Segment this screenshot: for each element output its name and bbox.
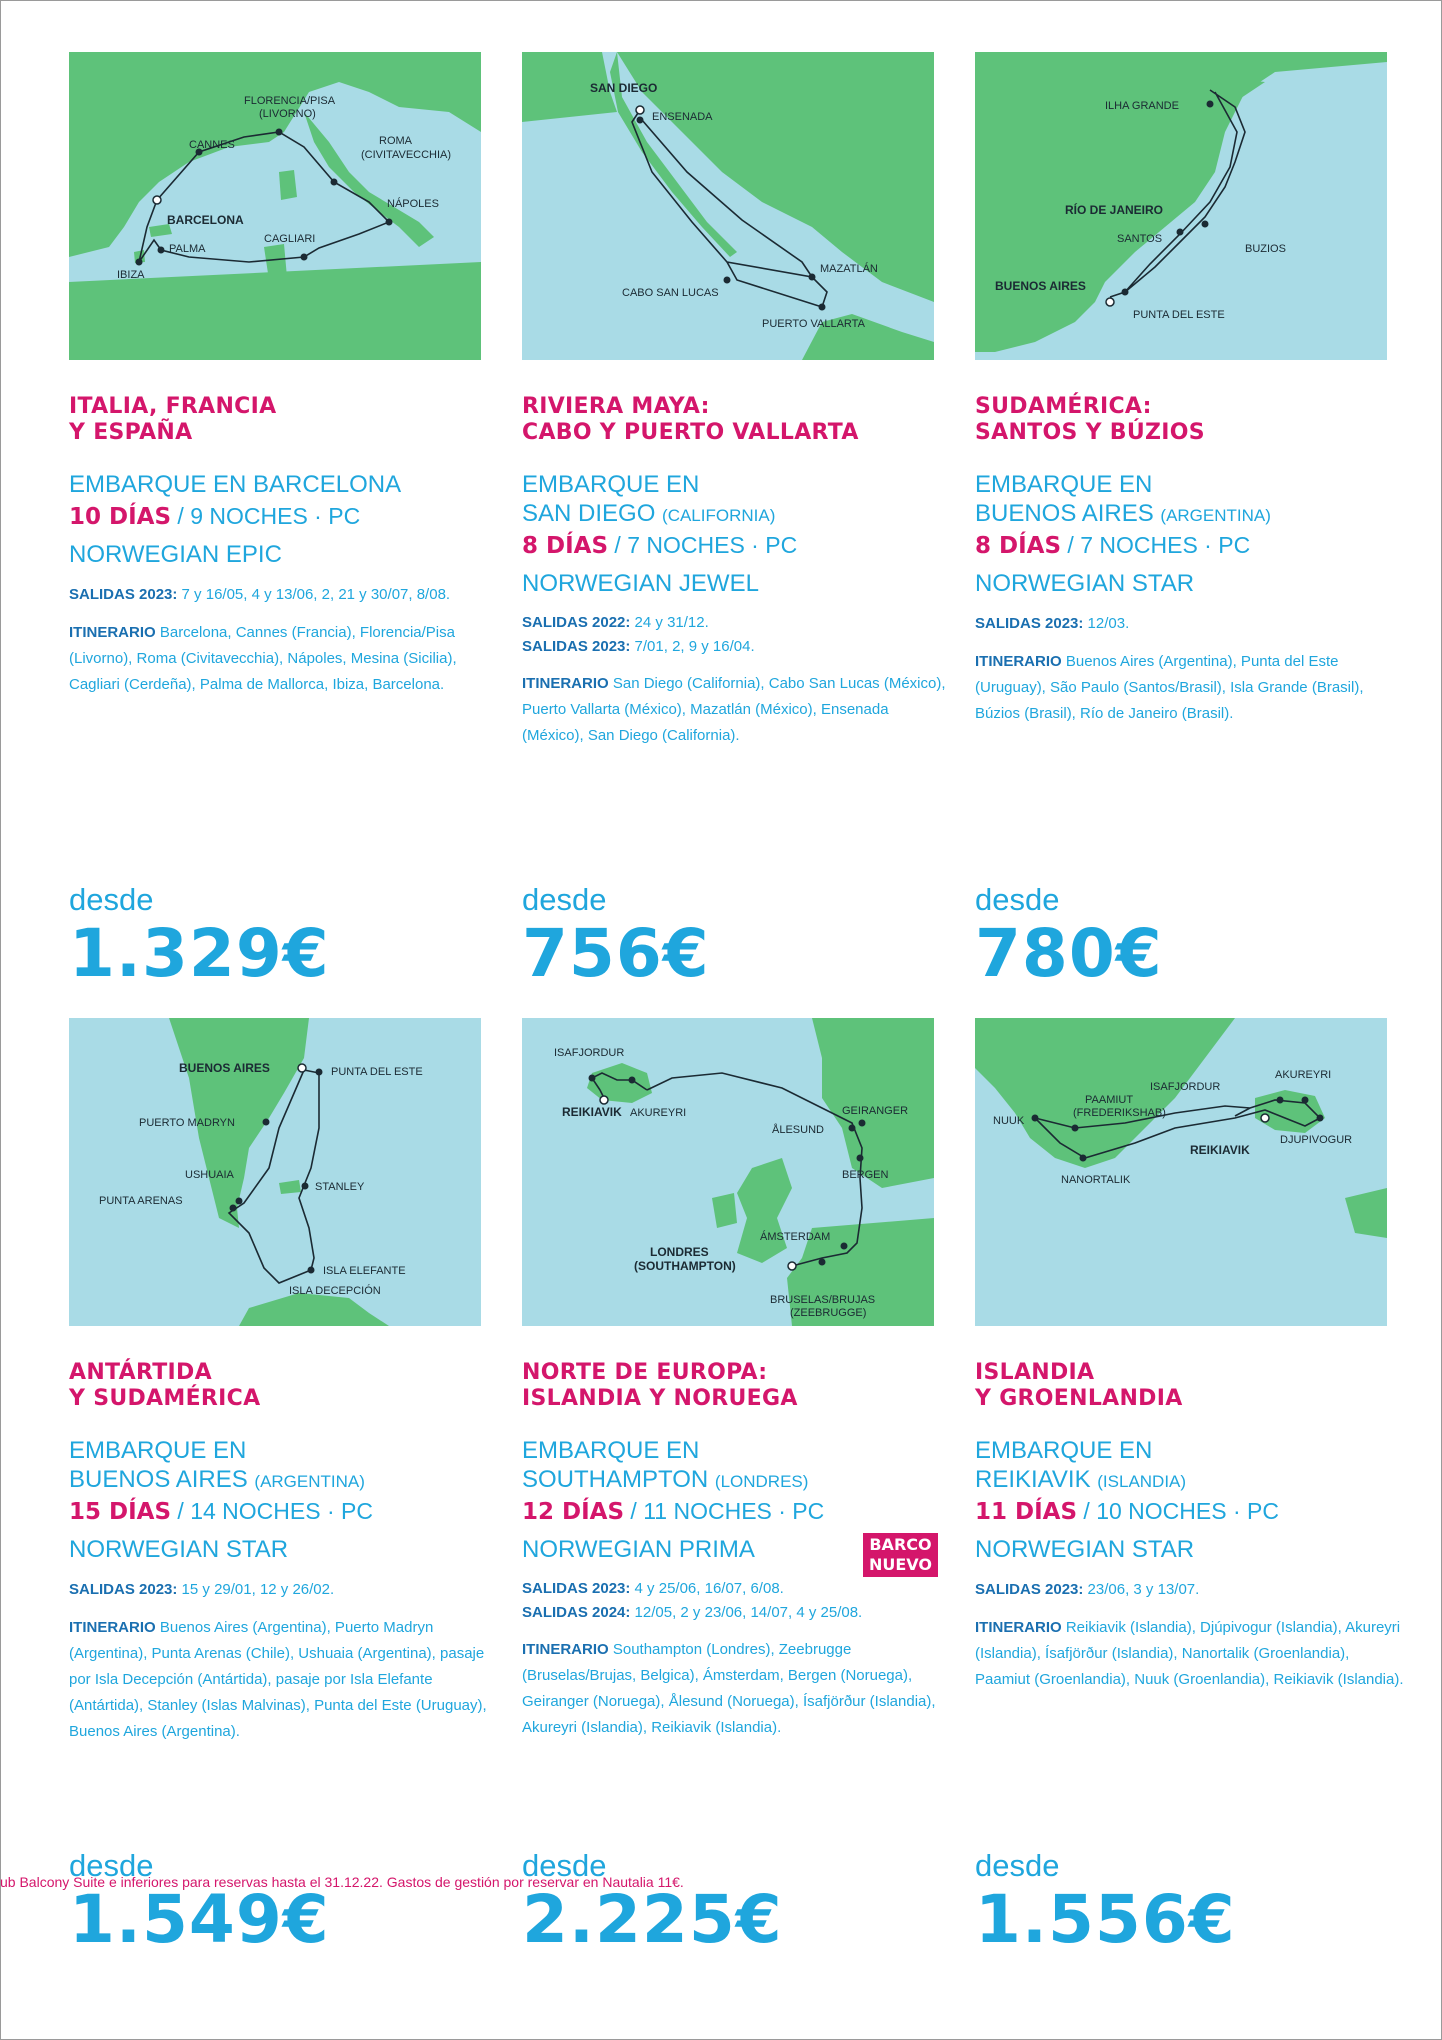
map-label: (CIVITAVECCHIA) <box>361 149 452 161</box>
departure-dates: SALIDAS 2022: 24 y 31/12. SALIDAS 2023: 7/01, 2, 9 y 16/04. <box>522 614 755 655</box>
itinerary: ITINERARIO Barcelona, Cannes (Francia), Florencia/Pisa (Livorno), Roma (Civitavecchia), Nápoles, Mesina (Sicilia), Cagliari (Cerdeña), Palma de Mallorca, Ibiza, Barcelona. <box>69 624 457 693</box>
map-label: ISAFJORDUR <box>554 1047 625 1059</box>
map-label: RÍO DE JANEIRO <box>1065 203 1164 217</box>
ship-name: NORWEGIAN STAR <box>975 1536 1195 1563</box>
map-label: ISLA DECEPCIÓN <box>289 1285 381 1297</box>
map-label: PAAMIUT <box>1085 1094 1134 1106</box>
embark-port: EMBARQUE EN BUENOS AIRES (ARGENTINA) <box>69 1437 365 1493</box>
price: 2.225€ <box>522 1881 783 1958</box>
map-label: NUUK <box>993 1115 1025 1127</box>
route-map <box>69 1018 481 1326</box>
map-label: REIKIAVIK <box>562 1105 622 1119</box>
price-from-label: desde <box>975 1848 1060 1883</box>
duration: 10 DÍAS / 9 NOCHES · PC <box>69 503 361 530</box>
map-label: PUNTA DEL ESTE <box>1133 309 1225 321</box>
ship-name: NORWEGIAN STAR <box>975 570 1195 597</box>
map-label: AKUREYRI <box>1275 1069 1332 1081</box>
cruise-title: SUDAMÉRICA: SANTOS Y BÚZIOS <box>975 394 1205 445</box>
map-label: SANTOS <box>1117 233 1163 245</box>
map-label: REIKIAVIK <box>1190 1143 1250 1157</box>
price-box <box>69 1848 330 1956</box>
duration: 12 DÍAS / 11 NOCHES · PC <box>522 1498 825 1525</box>
ship-name: NORWEGIAN PRIMA BARCO NUEVO <box>522 1535 952 1565</box>
duration: 8 DÍAS / 7 NOCHES · PC <box>975 532 1251 559</box>
price-from-label: desde <box>69 882 154 917</box>
map-label: ISAFJORDUR <box>1150 1081 1221 1093</box>
price: 780€ <box>975 915 1163 992</box>
itinerary: ITINERARIO Buenos Aires (Argentina), Puerto Madryn (Argentina), Punta Arenas (Chile), Ushuaia (Argentina), pasaje por Isla Decepción (Antártida), pasaje por Isla Elefante (Antártida), Stanley (Islas Malvinas), Punta del Este (Uruguay), Buenos Aires (Argentina). <box>69 1619 487 1740</box>
duration: 8 DÍAS / 7 NOCHES · PC <box>522 532 798 559</box>
route-map <box>975 52 1387 360</box>
map-label: BERGEN <box>842 1169 889 1181</box>
duration: 15 DÍAS / 14 NOCHES · PC <box>69 1498 373 1525</box>
new-ship-badge: BARCO NUEVO <box>863 1533 938 1577</box>
embark-port: EMBARQUE EN BUENOS AIRES (ARGENTINA) <box>975 471 1271 527</box>
departure-dates: SALIDAS 2023: 4 y 25/06, 16/07, 6/08. SALIDAS 2024: 12/05, 2 y 23/06, 14/07, 4 y 25/08. <box>522 1580 863 1621</box>
itinerary: ITINERARIO Southampton (Londres), Zeebrugge (Bruselas/Brujas, Belgica), Ámsterdam, Bergen (Noruega), Geiranger (Noruega), Ålesund (Noruega), Ísafjörður (Islandia), Akureyri (Islandia), Reikiavik (Islandia). <box>522 1641 936 1736</box>
price: 756€ <box>522 915 710 992</box>
embark-port: EMBARQUE EN REIKIAVIK (ISLANDIA) <box>975 1437 1187 1493</box>
departure-dates: SALIDAS 2023: 23/06, 3 y 13/07. <box>975 1581 1200 1598</box>
map-label: ENSENADA <box>652 111 713 123</box>
map-label: PUNTA DEL ESTE <box>331 1066 423 1078</box>
duration: 11 DÍAS / 10 NOCHES · PC <box>975 1498 1279 1525</box>
price-box <box>975 882 1163 990</box>
ship-name: NORWEGIAN STAR <box>69 1536 289 1563</box>
map-label: MAZATLÁN <box>820 263 878 275</box>
route-map <box>522 52 934 360</box>
route-map <box>975 1018 1387 1326</box>
map-label: ISLA ELEFANTE <box>323 1265 406 1277</box>
price-box <box>522 882 710 990</box>
map-label: ILHA GRANDE <box>1105 100 1179 112</box>
ship-name: NORWEGIAN EPIC <box>69 541 282 568</box>
price-from-label: desde <box>69 1848 154 1883</box>
map-label: BUENOS AIRES <box>995 279 1086 293</box>
cruise-title: ISLANDIA Y GROENLANDIA <box>975 1360 1183 1411</box>
cruise-title: ITALIA, FRANCIA Y ESPAÑA <box>69 394 277 445</box>
embark-port: EMBARQUE EN SAN DIEGO (CALIFORNIA) <box>522 471 776 527</box>
departure-dates: SALIDAS 2023: 12/03. <box>975 615 1130 632</box>
map-label: (FREDERIKSHAB) <box>1073 1107 1166 1119</box>
map-label: AKUREYRI <box>630 1107 687 1119</box>
price: 1.556€ <box>975 1881 1236 1958</box>
map-label: ROMA <box>379 135 412 147</box>
price-box <box>522 1848 783 1956</box>
map-label: GEIRANGER <box>842 1105 909 1117</box>
map-label: FLORENCIA/PISA <box>244 95 336 107</box>
map-label: BUENOS AIRES <box>179 1061 270 1075</box>
map-label: PALMA <box>169 243 206 255</box>
price: 1.549€ <box>69 1881 330 1958</box>
map-label: SAN DIEGO <box>590 81 658 95</box>
map-label: PUERTO MADRYN <box>139 1117 235 1129</box>
map-label: PUNTA ARENAS <box>99 1195 183 1207</box>
map-label: IBIZA <box>117 269 145 281</box>
embark-port: EMBARQUE EN SOUTHAMPTON (LONDRES) <box>522 1437 809 1493</box>
map-label: STANLEY <box>315 1181 365 1193</box>
itinerary: ITINERARIO Buenos Aires (Argentina), Punta del Este (Uruguay), São Paulo (Santos/Brasil), Isla Grande (Brasil), Búzios (Brasil), Río de Janeiro (Brasil). <box>975 653 1364 722</box>
itinerary: ITINERARIO Reikiavik (Islandia), Djúpivogur (Islandia), Akureyri (Islandia), Ísafjörður (Islandia), Nanortalik (Groenlandia), Paamiut (Groenlandia), Nuuk (Groenlandia), Reikiavik (Islandia). <box>975 1619 1404 1688</box>
map-label: CABO SAN LUCAS <box>622 287 719 299</box>
map-label: (LIVORNO) <box>259 108 316 120</box>
map-label: CANNES <box>189 139 235 151</box>
map-label: (ZEEBRUGGE) <box>790 1307 867 1319</box>
map-label: LONDRES <box>650 1245 709 1259</box>
map-label: PUERTO VALLARTA <box>762 318 865 330</box>
map-label: NÁPOLES <box>387 198 439 210</box>
map-label: NANORTALIK <box>1061 1174 1131 1186</box>
map-label: BARCELONA <box>167 213 244 227</box>
map-label: CAGLIARI <box>264 233 316 245</box>
departure-dates: SALIDAS 2023: 15 y 29/01, 12 y 26/02. <box>69 1581 335 1598</box>
map-label: USHUAIA <box>185 1169 234 1181</box>
map-label: ÅLESUND <box>772 1124 824 1136</box>
cruise-title: NORTE DE EUROPA: ISLANDIA Y NORUEGA <box>522 1360 798 1411</box>
cruise-title: RIVIERA MAYA: CABO Y PUERTO VALLARTA <box>522 394 859 445</box>
map-label: (SOUTHAMPTON) <box>634 1259 736 1273</box>
map-label: ÁMSTERDAM <box>760 1231 831 1243</box>
map-label: BRUSELAS/BRUJAS <box>770 1294 876 1306</box>
price: 1.329€ <box>69 915 330 992</box>
price-from-label: desde <box>975 882 1060 917</box>
embark-port: EMBARQUE EN BARCELONA <box>69 471 402 498</box>
price-box <box>975 1848 1236 1956</box>
cruise-title: ANTÁRTIDA Y SUDAMÉRICA <box>69 1360 261 1411</box>
price-from-label: desde <box>522 882 607 917</box>
route-map <box>522 1018 934 1326</box>
itinerary: ITINERARIO San Diego (California), Cabo San Lucas (México), Puerto Vallarta (México), Mazatlán (México), Ensenada (México), San Diego (California). <box>522 675 946 744</box>
departure-dates: SALIDAS 2023: 7 y 16/05, 4 y 13/06, 2, 21 y 30/07, 8/08. <box>69 586 451 603</box>
footer-note: ub Balcony Suite e inferiores para reservas hasta el 31.12.22. Gastos de gestión por reservar en Nautalia 11€. <box>0 1874 684 1890</box>
map-label: DJUPIVOGUR <box>1280 1134 1353 1146</box>
route-map <box>69 52 481 360</box>
map-label: BUZIOS <box>1245 243 1286 255</box>
price-box <box>69 882 330 990</box>
price-from-label: desde <box>522 1848 607 1883</box>
ship-name: NORWEGIAN JEWEL <box>522 570 759 597</box>
